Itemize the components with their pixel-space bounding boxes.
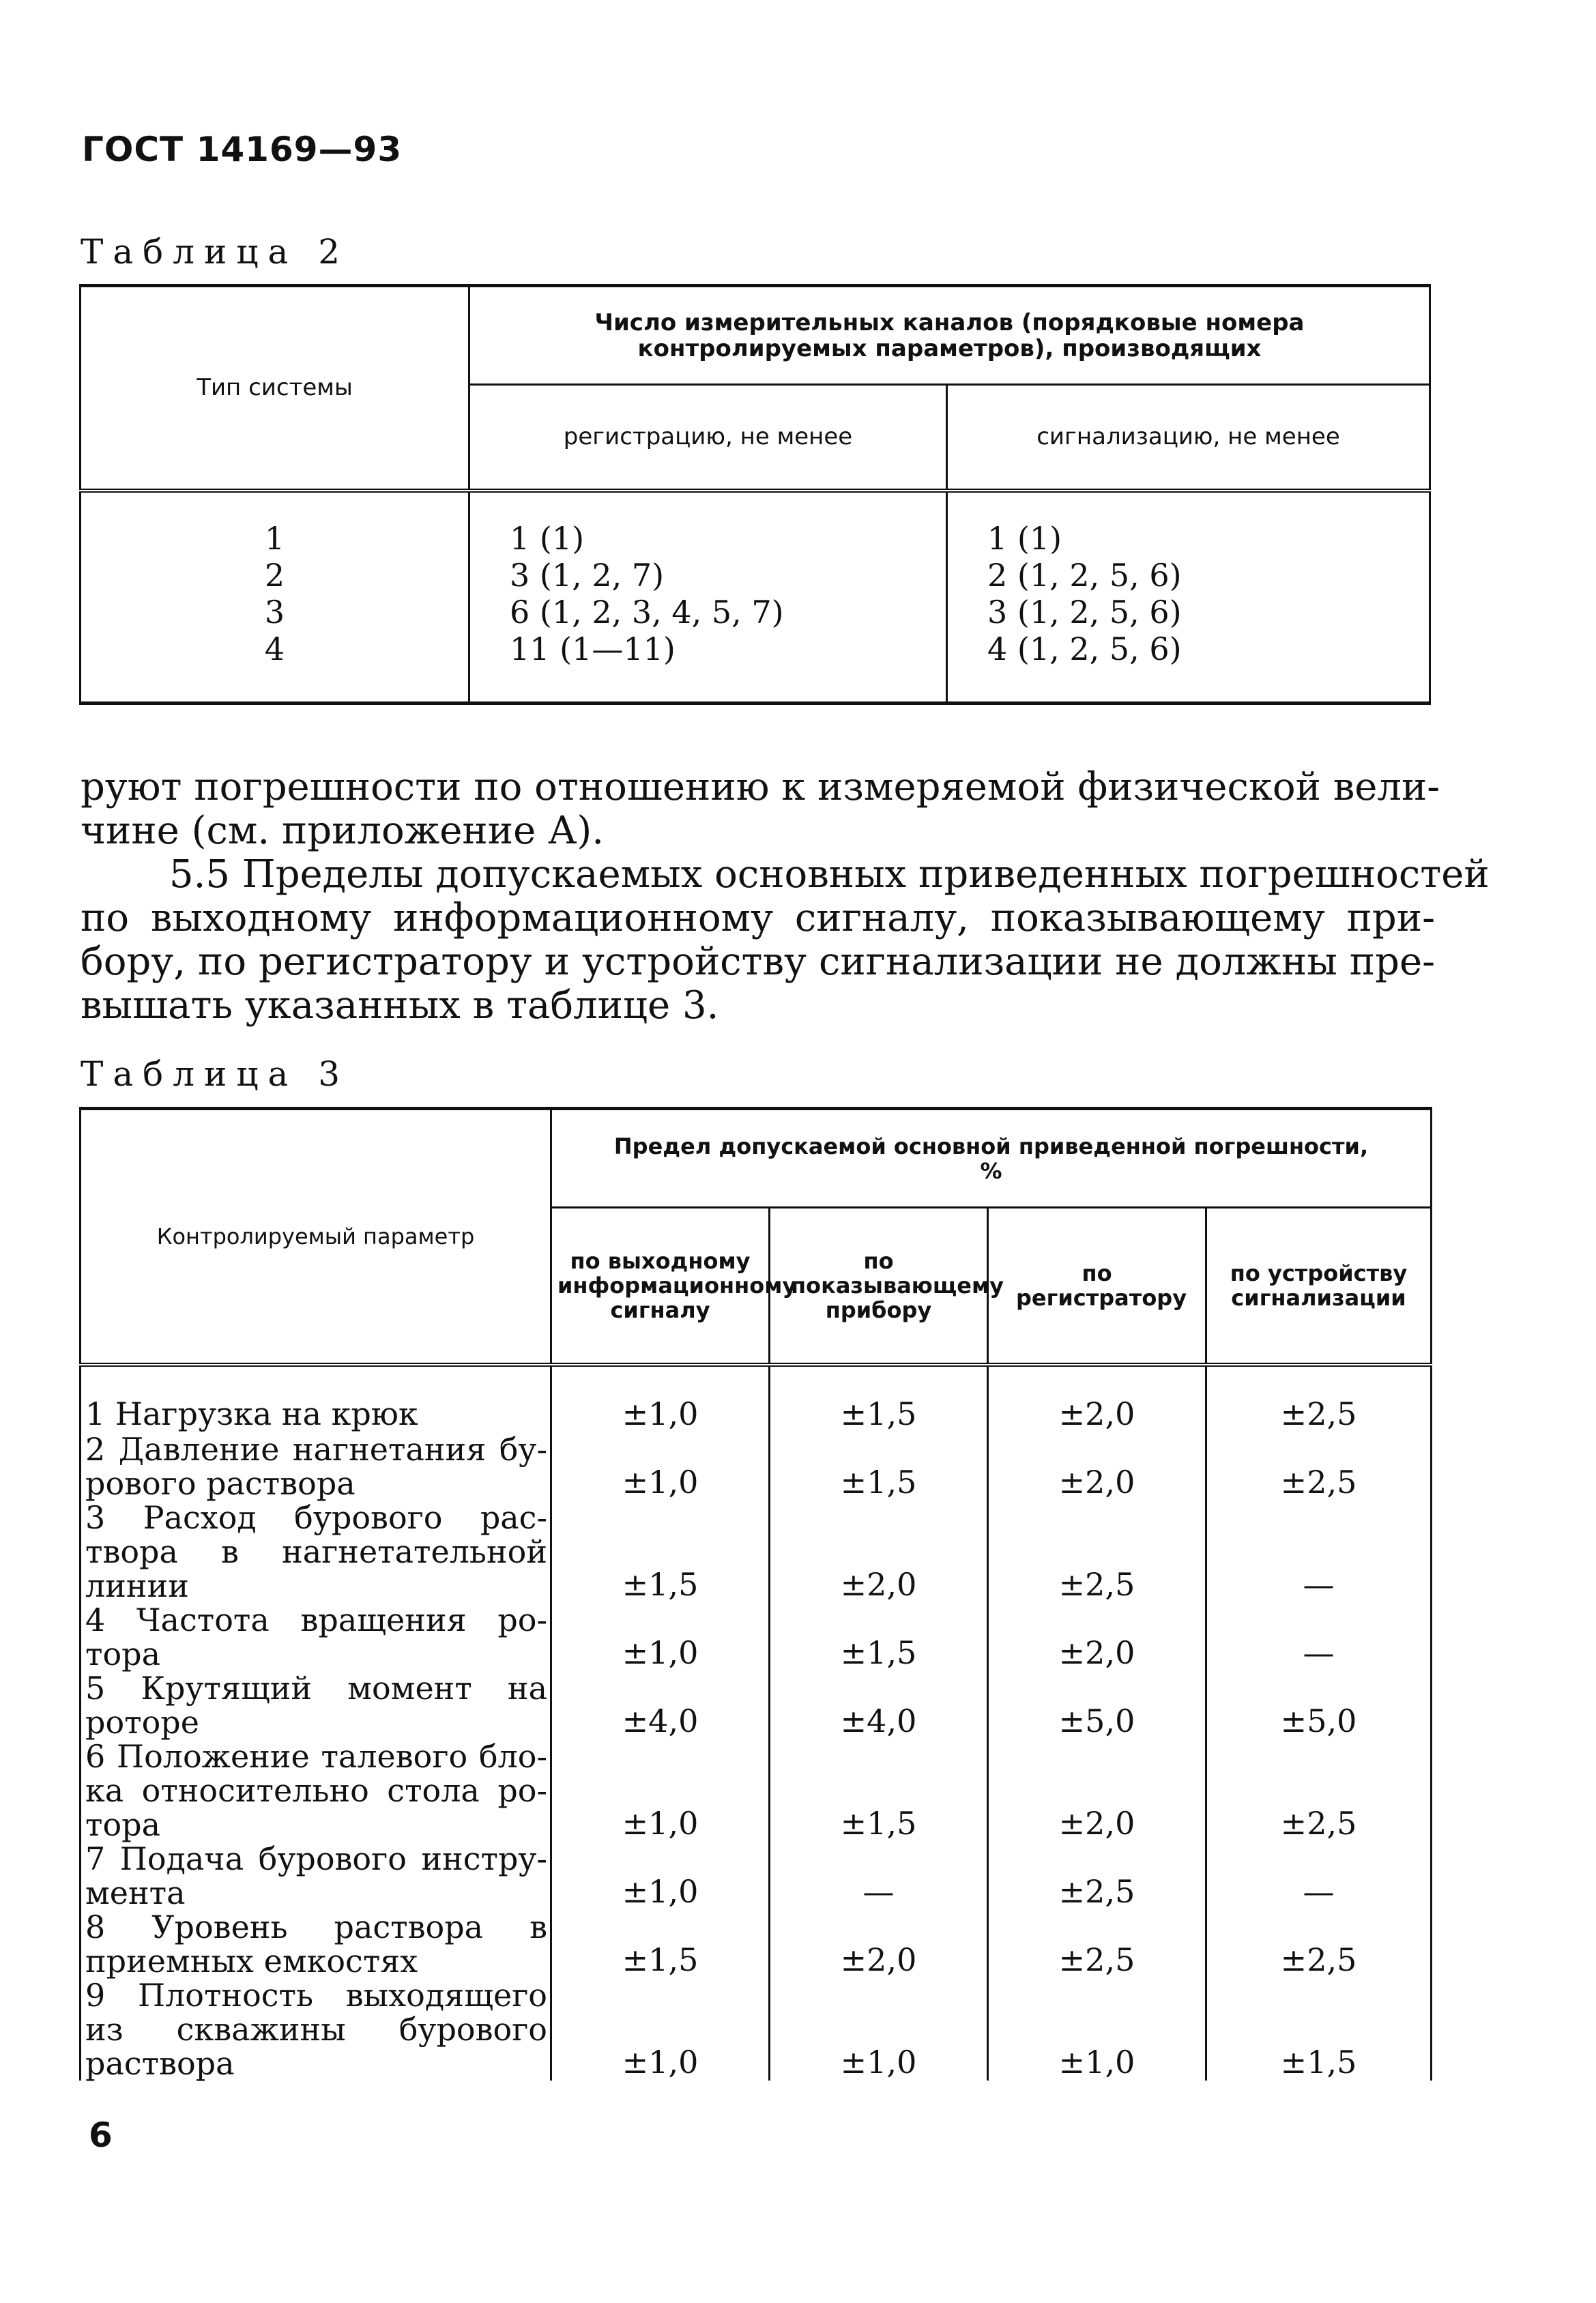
table2-header-system: Тип системы: [81, 286, 469, 491]
table3-row: [81, 1671, 1432, 1739]
table3-value-reg: ±1,0: [988, 1978, 1206, 2081]
table3-param-cell: [81, 1365, 551, 1432]
table3-value-out: ±4,0: [622, 1702, 699, 1739]
table3-param-cell: [81, 1603, 551, 1671]
table3-value-sig: ±2,5: [1206, 1739, 1432, 1842]
table3-param-cell: [81, 1910, 551, 1978]
table3-value-reg: ±2,0: [988, 1739, 1206, 1842]
table3-value-sig: ±5,0: [1206, 1671, 1432, 1739]
table2-col-system: [81, 491, 469, 704]
body-paragraph: [81, 765, 1490, 1028]
table3-value-sig: ±2,5: [1206, 1365, 1432, 1432]
paragraph-line: руют погрешности по отношению к измеряемой физической вели-: [81, 765, 1440, 809]
table3-value-ind: ±2,0: [770, 1910, 988, 1978]
paragraph-line: по выходному информационному сигналу, показывающему при-: [81, 896, 1435, 940]
table3-value-ind: ±1,5: [770, 1603, 988, 1671]
table3-header-out: по выходному информационному сигналу: [551, 1208, 770, 1365]
table3-row: [81, 1739, 1432, 1842]
table3-param-line: твора в нагнетательной: [85, 1533, 547, 1570]
table3-param-line: 3 Расход бурового рас-: [85, 1498, 547, 1536]
table3-header-reg: по регистратору: [988, 1208, 1206, 1365]
table3-value-out: ±1,0: [622, 1872, 699, 1910]
table3-value-reg: ±2,0: [988, 1365, 1206, 1432]
table3-param-line: линии: [85, 1567, 189, 1604]
table2-cell: 2: [264, 556, 285, 594]
table3-value-ind: ±4,0: [770, 1671, 988, 1739]
table3-row: [81, 1432, 1432, 1501]
table3-value-ind: —: [770, 1842, 988, 1910]
table2-cell: 1 (1): [510, 519, 585, 557]
table3-value-sig: —: [1206, 1501, 1432, 1603]
table3: [79, 1107, 1432, 2081]
table2: [79, 284, 1431, 705]
table3-param-line: 5 Крутящий момент на: [85, 1669, 547, 1707]
table3-param-line: 9 Плотность выходящего: [85, 1976, 547, 2014]
table3-param-line: мента: [85, 1874, 186, 1911]
table2-cell: 2 (1, 2, 5, 6): [987, 556, 1182, 594]
table2-cell: 3: [264, 593, 285, 631]
table3-param-line: рового раствора: [85, 1464, 356, 1502]
table3-param-line: 2 Давление нагнетания бу-: [85, 1430, 547, 1468]
table2-cell: 6 (1, 2, 3, 4, 5, 7): [510, 593, 784, 631]
table3-param-line: 1 Нагрузка на крюк: [85, 1395, 418, 1432]
table2-cell: 11 (1—11): [510, 630, 676, 667]
table3-value-ind: ±1,5: [770, 1365, 988, 1432]
table3-value-reg: ±2,0: [988, 1432, 1206, 1501]
table2-cell: 1: [264, 519, 285, 557]
table3-value-out: ±1,5: [622, 1565, 699, 1603]
table3-value-reg: ±2,5: [988, 1842, 1206, 1910]
table3-value-ind: ±1,5: [770, 1739, 988, 1842]
table3-value-out: ±1,5: [622, 1941, 699, 1978]
table2-cell: 1 (1): [987, 519, 1062, 557]
table2-header-sig: сигнализацию, не менее: [947, 385, 1430, 491]
table3-caption: Таблица 3: [81, 1054, 350, 1094]
table3-value-out: ±1,0: [622, 1395, 699, 1432]
table3-param-cell: [81, 1671, 551, 1739]
table3-param-line: 7 Подача бурового инстру-: [85, 1840, 547, 1877]
table3-param-cell: [81, 1978, 551, 2081]
table3-value-reg: ±5,0: [988, 1671, 1206, 1739]
table3-value-ind: ±2,0: [770, 1501, 988, 1603]
table3-param-line: 8 Уровень раствора в: [85, 1908, 547, 1945]
table2-cell: 3 (1, 2, 7): [510, 556, 665, 594]
paragraph-line: вышать указанных в таблице 3.: [81, 983, 719, 1028]
table3-param-line: 6 Положение талевого бло-: [85, 1737, 547, 1775]
table3-value-out: ±1,0: [622, 1804, 699, 1842]
table3-param-line: 4 Частота вращения ро-: [85, 1601, 547, 1638]
paragraph-line: бору, по регистратору и устройству сигнализации не должны пре-: [81, 940, 1435, 984]
standard-header: ГОСТ 14169—93: [82, 130, 403, 169]
paragraph-line: чине (см. приложение А).: [81, 809, 605, 853]
table3-value-out: ±1,0: [622, 2043, 699, 2081]
table3-param-line: тора: [85, 1635, 161, 1672]
table3-param-line: роторе: [85, 1703, 199, 1741]
table3-row: [81, 1842, 1432, 1910]
table3-param-cell: [81, 1842, 551, 1910]
table3-param-line: тора: [85, 1806, 161, 1843]
table3-value-sig: —: [1206, 1842, 1432, 1910]
table3-header-sig: по устройству сигнализации: [1206, 1208, 1432, 1365]
table3-body: [81, 1365, 1432, 2081]
table3-value-sig: ±2,5: [1206, 1432, 1432, 1501]
table2-caption: Таблица 2: [81, 232, 350, 272]
page-number: 6: [89, 2115, 113, 2155]
table2-cell: 4: [264, 630, 285, 667]
table2-cell: 4 (1, 2, 5, 6): [987, 630, 1182, 667]
paragraph-line: 5.5 Пределы допускаемых основных приведенных погрешностей: [169, 852, 1490, 897]
table2-col-sig: [947, 491, 1430, 704]
table3-value-reg: ±2,0: [988, 1603, 1206, 1671]
table3-param-line: из скважины бурового: [85, 2010, 547, 2048]
table2-col-reg: [469, 491, 947, 704]
table3-value-ind: ±1,0: [770, 1978, 988, 2081]
table3-value-reg: ±2,5: [988, 1910, 1206, 1978]
table3-value-sig: ±1,5: [1206, 1978, 1432, 2081]
table2-header-reg: регистрацию, не менее: [469, 385, 947, 491]
table3-row: [81, 1910, 1432, 1978]
table3-row: [81, 1978, 1432, 2081]
table3-value-sig: —: [1206, 1603, 1432, 1671]
table3-param-cell: [81, 1498, 551, 1604]
table3-param-cell: [81, 1739, 551, 1842]
table3-value-out: ±1,0: [622, 1634, 699, 1671]
table2-body: [81, 491, 1430, 704]
table3-header-ind: по показывающему прибору: [770, 1208, 988, 1365]
table2-header-group: Число измерительных каналов (порядковые номера контролируемых параметров), производящих: [469, 286, 1430, 385]
table3-row: [81, 1603, 1432, 1671]
table3-param-line: ка относительно стола ро-: [85, 1771, 547, 1809]
table3-value-reg: ±2,5: [988, 1501, 1206, 1603]
table3-header-group: Предел допускаемой основной приведенной погрешности, %: [551, 1109, 1432, 1208]
table2-cell: 3 (1, 2, 5, 6): [987, 593, 1182, 631]
table3-header-param: Контролируемый параметр: [81, 1109, 551, 1365]
table3-param-cell: [81, 1432, 551, 1501]
table3-param-line: раствора: [85, 2044, 235, 2082]
table3-value-sig: ±2,5: [1206, 1910, 1432, 1978]
table3-value-ind: ±1,5: [770, 1432, 988, 1501]
table3-value-out: ±1,0: [622, 1463, 699, 1501]
table3-row: [81, 1365, 1432, 1432]
table3-row: [81, 1501, 1432, 1603]
table3-param-line: приемных емкостях: [85, 1942, 418, 1980]
